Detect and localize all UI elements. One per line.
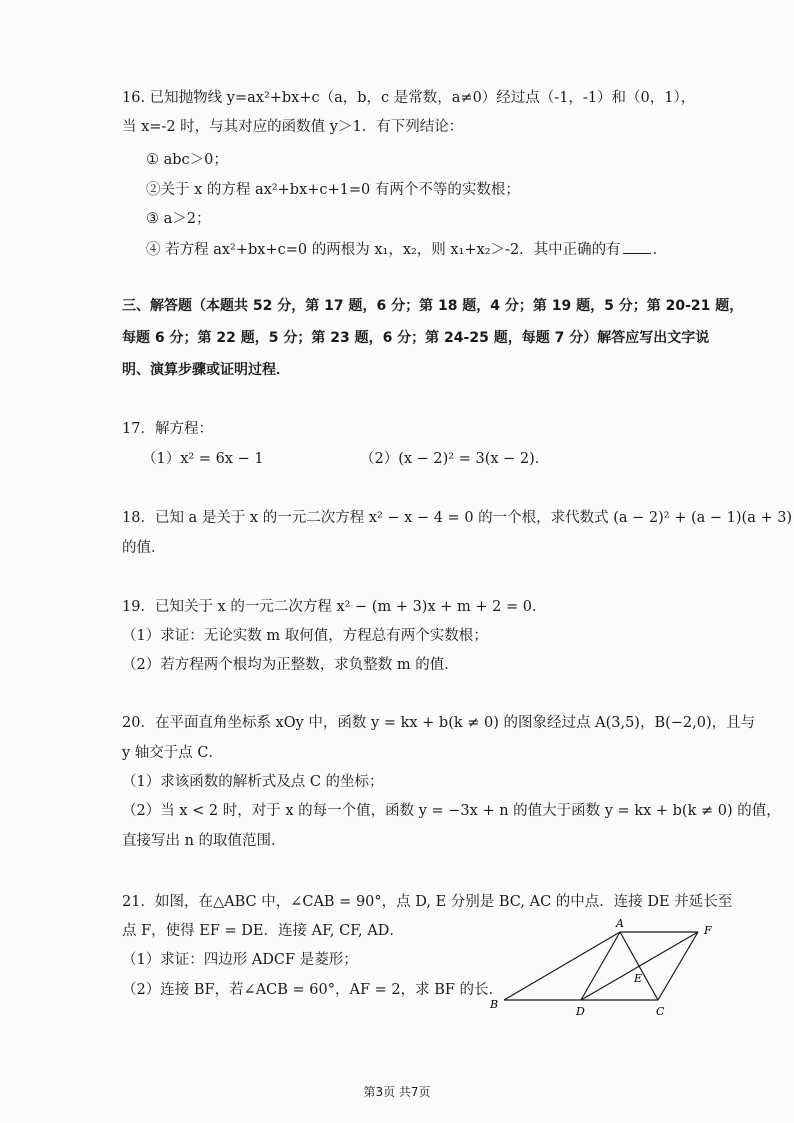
segment-AD — [581, 932, 620, 1000]
q16-line1: 16. 已知抛物线 y=ax²+bx+c（a，b，c 是常数，a≠0）经过点（-1，-1）和（0，1）， — [122, 90, 696, 106]
q20-line2: y 轴交于点 C． — [122, 745, 224, 761]
q21-figure — [482, 918, 722, 1022]
q20-part1: （1）求该函数的解析式及点 C 的坐标； — [122, 774, 384, 790]
q17-part2: （2）(x − 2)² = 3(x − 2)． — [360, 451, 550, 467]
q21-line2: 点 F，使得 EF = DE．连接 AF, CF, AD． — [122, 923, 404, 939]
label-B: B — [490, 998, 499, 1011]
q16-conclusion-4-text: ④ 若方程 ax²+bx+c=0 的两根为 x₁，x₂，则 x₁+x₂＞-2．其中正确的有 — [146, 242, 621, 258]
q21-part1: （1）求证：四边形 ADCF 是菱形； — [122, 952, 358, 968]
q20-line1: 20．在平面直角坐标系 xOy 中，函数 y = kx + b(k ≠ 0) 的图象经过点 A(3,5)，B(−2,0)，且与 — [122, 715, 756, 731]
page-footer: 第3页 共7页 — [363, 1085, 431, 1099]
segment-FC — [658, 932, 698, 1000]
q16-conclusion-1: ① abc＞0； — [146, 152, 228, 168]
label-E: E — [634, 972, 643, 985]
q18-line2: 的值． — [122, 540, 166, 556]
q16-conclusion-4 — [146, 239, 667, 260]
segment-DF — [581, 932, 698, 1000]
label-D: D — [576, 1005, 585, 1018]
q16-conclusion-4-end: ． — [652, 242, 668, 258]
label-A: A — [616, 918, 624, 930]
q19-part1: （1）求证：无论实数 m 取何值，方程总有两个实数根； — [122, 628, 488, 644]
q20-part2: （2）当 x < 2 时，对于 x 的每一个值，函数 y = −3x + n 的值大于函数 y = kx + b(k ≠ 0) 的值， — [122, 803, 781, 819]
q19-part2: （2）若方程两个根均为正整数，求负整数 m 的值． — [122, 657, 459, 673]
answer-blank — [623, 239, 651, 254]
q21-line1: 21．如图，在△ABC 中，∠CAB = 90°，点 D, E 分别是 BC, AC 的中点．连接 DE 并延长至 — [122, 894, 733, 910]
q17-title: 17．解方程： — [122, 421, 213, 437]
q18-line1: 18．已知 a 是关于 x 的一元二次方程 x² − x − 4 = 0 的一个根，求代数式 (a − 2)² + (a − 1)(a + 3) — [122, 510, 793, 526]
section3-line3: 明、演算步骤或证明过程． — [122, 362, 290, 378]
q16-line2: 当 x=-2 时，与其对应的函数值 y＞1．有下列结论： — [122, 119, 464, 135]
label-C: C — [656, 1005, 665, 1018]
q17-part1: （1）x² = 6x − 1 — [142, 451, 264, 467]
q20-part3: 直接写出 n 的取值范围． — [122, 833, 286, 849]
q21-part2: （2）连接 BF，若∠ACB = 60°，AF = 2，求 BF 的长． — [122, 982, 504, 998]
q19-line1: 19．已知关于 x 的一元二次方程 x² − (m + 3)x + m + 2 = 0． — [122, 599, 547, 615]
q16-conclusion-3: ③ a＞2； — [146, 211, 211, 227]
section3-line1: 三、解答题（本题共 52 分，第 17 题，6 分；第 18 题，4 分；第 19 题，5 分；第 20-21 题， — [122, 298, 744, 314]
q16-conclusion-2: ②关于 x 的方程 ax²+bx+c+1=0 有两个不等的实数根； — [146, 182, 520, 198]
label-F: F — [704, 924, 712, 937]
section3-line2: 每题 6 分；第 22 题，5 分；第 23 题，6 分；第 24-25 题，每题 7 分）解答应写出文字说 — [122, 330, 710, 346]
segment-BA — [504, 932, 620, 1000]
